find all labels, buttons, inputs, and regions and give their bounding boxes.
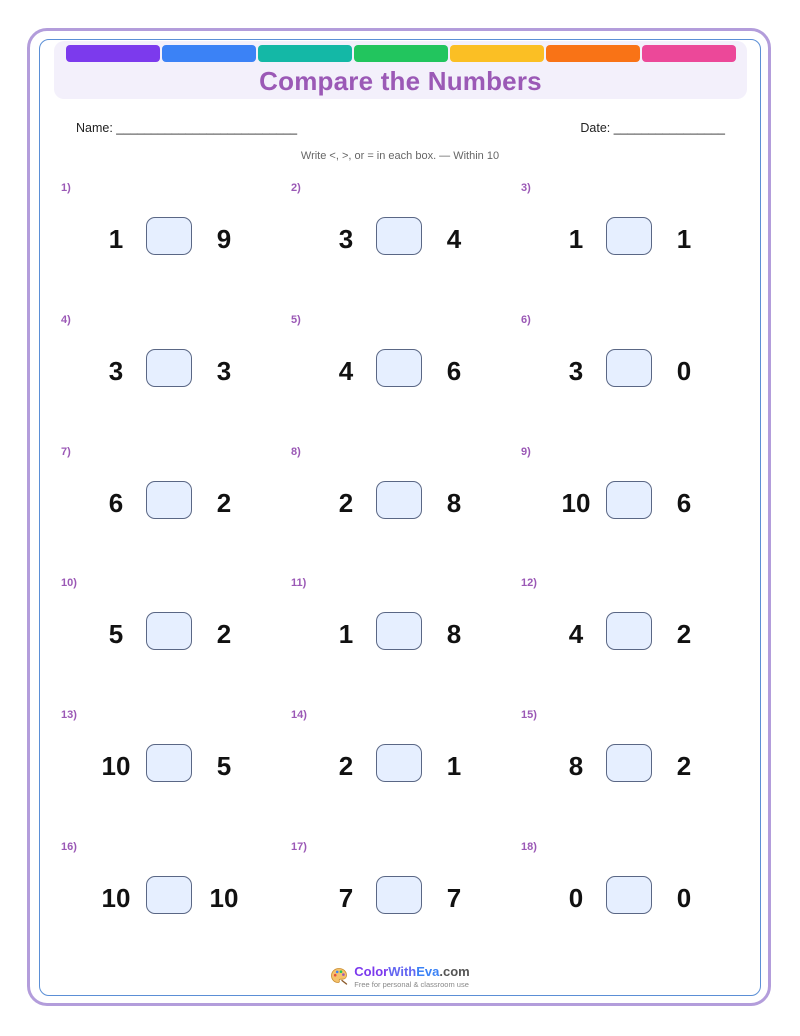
problem-item [61,446,291,566]
left-number: 1 [108,224,124,254]
left-number: 0 [568,883,584,913]
footer [0,964,800,990]
problem-item [521,182,751,302]
problem-number: 18) [521,841,537,853]
answer-box[interactable] [606,744,652,782]
right-number: 6 [676,488,692,518]
problem-item [61,182,291,302]
answer-box[interactable] [146,612,192,650]
color-stripe [642,45,736,62]
date-field: Date: ________________ [580,121,725,135]
name-field: Name: __________________________ [76,121,298,135]
color-stripe-row [66,45,736,62]
left-number: 3 [568,356,584,386]
brand-tagline: Free for personal & classroom use [354,980,469,989]
problem-item [521,709,751,829]
answer-box[interactable] [606,349,652,387]
color-stripe [354,45,448,62]
right-number: 0 [676,356,692,386]
color-stripe [546,45,640,62]
answer-box[interactable] [146,876,192,914]
left-number: 6 [108,488,124,518]
problem-number: 12) [521,577,537,589]
page-title: Compare the Numbers [259,66,542,96]
answer-box[interactable] [146,744,192,782]
problem-number: 2) [291,182,301,194]
problem-item [291,841,521,961]
problem-number: 9) [521,446,531,458]
answer-box[interactable] [146,349,192,387]
problem-number: 13) [61,709,77,721]
problem-item [291,446,521,566]
answer-box[interactable] [376,217,422,255]
answer-box[interactable] [606,217,652,255]
left-number: 3 [108,356,124,386]
problem-item [521,314,751,434]
right-number: 6 [446,356,462,386]
answer-box[interactable] [376,612,422,650]
answer-box[interactable] [606,612,652,650]
problem-item [521,841,751,961]
instructions: Write <, >, or = in each box. — Within 10 [300,150,500,162]
problem-number: 5) [291,314,301,326]
answer-box[interactable] [146,217,192,255]
right-number: 1 [446,751,462,781]
problem-item [61,841,291,961]
problem-number: 15) [521,709,537,721]
left-number: 1 [568,224,584,254]
left-number: 7 [338,883,354,913]
palette-icon [330,967,348,985]
left-number: 3 [338,224,354,254]
problem-item [291,182,521,302]
problem-item [291,709,521,829]
problem-number: 17) [291,841,307,853]
answer-box[interactable] [376,349,422,387]
problem-number: 11) [291,577,307,589]
problem-item [521,446,751,566]
left-number: 2 [338,751,354,781]
problem-number: 8) [291,446,301,458]
problem-number: 1) [61,182,71,194]
answer-box[interactable] [376,744,422,782]
right-number: 2 [216,488,232,518]
right-number: 4 [446,224,462,254]
right-number: 2 [676,751,692,781]
problem-item [291,577,521,697]
problem-item [61,314,291,434]
right-number: 8 [446,488,462,518]
right-number: 7 [446,883,462,913]
right-number: 2 [676,619,692,649]
right-number: 9 [216,224,232,254]
color-stripe [258,45,352,62]
right-number: 10 [209,883,239,913]
left-number: 10 [101,883,131,913]
footer-logo [330,964,469,989]
left-number: 10 [561,488,591,518]
problem-number: 6) [521,314,531,326]
right-number: 3 [216,356,232,386]
left-number: 4 [338,356,354,386]
color-stripe [162,45,256,62]
left-number: 8 [568,751,584,781]
answer-box[interactable] [146,481,192,519]
color-stripe [66,45,160,62]
answer-box[interactable] [606,876,652,914]
brand-name: ColorWithEva.com [354,964,470,979]
right-number: 2 [216,619,232,649]
brand [354,964,469,989]
left-number: 1 [338,619,354,649]
problem-number: 7) [61,446,71,458]
left-number: 10 [101,751,131,781]
right-number: 1 [676,224,692,254]
answer-box[interactable] [376,481,422,519]
problem-number: 3) [521,182,531,194]
answer-box[interactable] [376,876,422,914]
answer-box[interactable] [606,481,652,519]
problem-item [61,577,291,697]
problem-item [291,314,521,434]
problem-number: 4) [61,314,71,326]
right-number: 5 [216,751,232,781]
right-number: 8 [446,619,462,649]
problem-number: 16) [61,841,77,853]
problem-number: 10) [61,577,77,589]
problem-item [521,577,751,697]
problem-item [61,709,291,829]
right-number: 0 [676,883,692,913]
color-stripe [450,45,544,62]
left-number: 2 [338,488,354,518]
problem-number: 14) [291,709,307,721]
left-number: 4 [568,619,584,649]
left-number: 5 [108,619,124,649]
